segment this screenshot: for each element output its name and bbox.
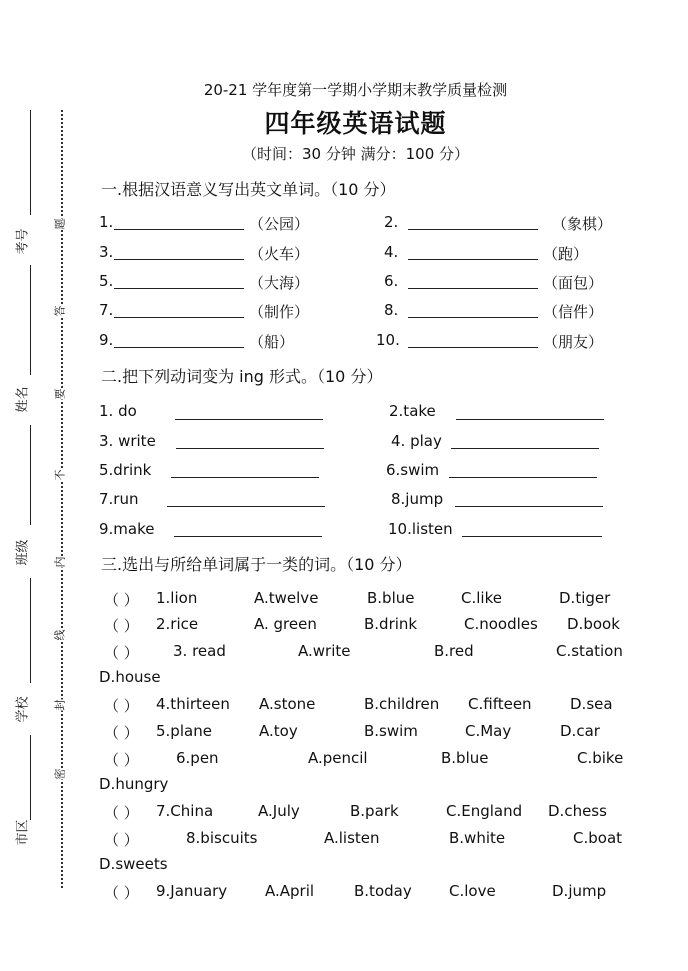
s3-option: A.July (258, 802, 300, 820)
s3-option: D.sea (570, 695, 613, 713)
s1-hint: （信件） (543, 303, 604, 321)
margin-field-school: 学校 (15, 696, 31, 723)
s3-option: C.noodles (464, 615, 538, 633)
s1-answer-line[interactable] (114, 347, 244, 348)
s2-verb: 3. write (99, 432, 156, 450)
s3-option: C.boat (573, 829, 623, 847)
s2-answer-line[interactable] (462, 536, 602, 537)
seal-char: 内 (53, 556, 67, 568)
margin-field-name: 姓名 (15, 386, 31, 413)
exam-subtitle: 20-21 学年度第一学期小学期末教学质量检测 (203, 81, 508, 99)
s3-option: B.white (449, 829, 506, 847)
s3-option: C.fifteen (468, 695, 532, 713)
s3-question: 9.January (156, 882, 228, 900)
s2-answer-line[interactable] (451, 448, 599, 449)
exam-meta: （时间：30 分钟 满分：100 分） (241, 145, 470, 163)
s3-option: B.swim (364, 722, 418, 740)
s2-verb: 10.listen (388, 520, 453, 538)
s3-question: 2.rice (156, 615, 199, 633)
s1-num: 3. (99, 243, 114, 261)
s1-answer-line[interactable] (408, 288, 538, 289)
s1-answer-line[interactable] (408, 317, 538, 318)
seal-char: 题 (53, 218, 67, 230)
exam-title: 四年级英语试题 (264, 109, 447, 138)
s1-num: 4. (384, 243, 399, 261)
seal-char: 要 (53, 388, 67, 400)
s3-option: B.blue (367, 589, 415, 607)
s3-option: D.jump (552, 882, 607, 900)
s3-question: 8.biscuits (186, 829, 258, 847)
s3-option: B.blue (441, 749, 489, 767)
margin-field-exam-no: 考号 (15, 228, 31, 255)
seal-char: 不 (53, 469, 67, 481)
s3-option: B.drink (364, 615, 418, 633)
answer-paren[interactable]: （ ） (104, 751, 139, 769)
s3-option: C.like (461, 589, 502, 607)
answer-paren[interactable]: （ ） (104, 884, 139, 902)
s1-num: 9. (99, 331, 114, 349)
s1-num: 7. (99, 301, 114, 319)
s3-option: C.station (556, 642, 623, 660)
s3-option: A.April (265, 882, 315, 900)
s3-question: 5.plane (156, 722, 212, 740)
s2-verb: 6.swim (386, 461, 440, 479)
s3-option: D.hungry (99, 775, 169, 793)
seal-char: 密 (53, 768, 67, 780)
s3-option: A.pencil (308, 749, 368, 767)
answer-paren[interactable]: （ ） (104, 831, 139, 849)
s1-answer-line[interactable] (408, 347, 538, 348)
answer-paren[interactable]: （ ） (104, 724, 139, 742)
s1-answer-line[interactable] (408, 259, 538, 260)
s3-option: B.park (350, 802, 399, 820)
s2-answer-line[interactable] (449, 477, 597, 478)
s3-option: D.book (567, 615, 620, 633)
s2-verb: 1. do (99, 402, 137, 420)
s1-answer-line[interactable] (114, 229, 244, 230)
s1-num: 1. (99, 213, 114, 231)
s1-hint: （象棋） (552, 215, 613, 233)
s1-answer-line[interactable] (114, 288, 244, 289)
s1-answer-line[interactable] (408, 229, 538, 230)
s3-option: A.toy (259, 722, 298, 740)
s3-option: B.red (434, 642, 474, 660)
s2-answer-line[interactable] (455, 506, 603, 507)
s2-answer-line[interactable] (174, 536, 322, 537)
seal-char: 封 (53, 699, 67, 711)
s1-hint: （大海） (249, 274, 310, 292)
s1-num: 2. (384, 213, 399, 231)
s3-option: C.England (446, 802, 523, 820)
s3-option: D.house (99, 668, 161, 686)
s2-verb: 7.run (99, 490, 139, 508)
s2-answer-line[interactable] (167, 506, 325, 507)
section3-heading: 三.选出与所给单词属于一类的词。（10 分） (101, 555, 412, 574)
s2-verb: 9.make (99, 520, 155, 538)
s3-option: B.children (364, 695, 440, 713)
s2-verb: 8.jump (391, 490, 444, 508)
s3-question: 6.pen (176, 749, 219, 767)
s3-option: D.car (560, 722, 600, 740)
s3-option: D.tiger (559, 589, 611, 607)
margin-line (30, 578, 31, 683)
answer-paren[interactable]: （ ） (104, 644, 139, 662)
section1-heading: 一.根据汉语意义写出英文单词。（10 分） (101, 180, 396, 199)
s1-hint: （船） (249, 333, 295, 351)
answer-paren[interactable]: （ ） (104, 617, 139, 635)
s1-num: 5. (99, 272, 114, 290)
s1-hint: （制作） (249, 303, 310, 321)
s3-option: B.today (354, 882, 412, 900)
s1-hint: （朋友） (543, 333, 604, 351)
s1-hint: （公园） (249, 215, 310, 233)
s3-option: C.May (465, 722, 512, 740)
s3-question: 7.China (156, 802, 214, 820)
s1-hint: （面包） (543, 274, 604, 292)
s1-num: 10. (376, 331, 400, 349)
s3-option: D.chess (548, 802, 607, 820)
s3-question: 3. read (173, 642, 226, 660)
margin-line (30, 735, 31, 820)
answer-paren[interactable]: （ ） (104, 697, 139, 715)
s3-option: A.stone (259, 695, 316, 713)
s3-option: D.sweets (99, 855, 168, 873)
s3-option: A.listen (324, 829, 380, 847)
s3-option: C.love (449, 882, 496, 900)
seal-char: 线 (53, 629, 67, 641)
s3-option: A. green (254, 615, 317, 633)
s1-hint: （跑） (543, 245, 589, 263)
s1-answer-line[interactable] (114, 259, 244, 260)
section2-heading: 二.把下列动词变为 ing 形式。（10 分） (101, 367, 383, 386)
s1-num: 8. (384, 301, 399, 319)
s3-option: A.twelve (254, 589, 319, 607)
margin-field-district: 市区 (15, 819, 31, 846)
s1-hint: （火车） (249, 245, 310, 263)
s2-answer-line[interactable] (176, 448, 324, 449)
answer-paren[interactable]: （ ） (104, 591, 139, 609)
s2-verb: 2.take (389, 402, 436, 420)
margin-line (30, 425, 31, 525)
s2-answer-line[interactable] (175, 419, 323, 420)
s2-verb: 5.drink (99, 461, 152, 479)
s3-option: A.write (298, 642, 351, 660)
margin-line (30, 265, 31, 375)
s1-answer-line[interactable] (114, 317, 244, 318)
answer-paren[interactable]: （ ） (104, 804, 139, 822)
s3-option: C.bike (577, 749, 624, 767)
seal-char: 答 (53, 305, 67, 317)
s1-num: 6. (384, 272, 399, 290)
margin-field-class: 班级 (15, 539, 31, 566)
s2-answer-line[interactable] (171, 477, 319, 478)
s3-question: 1.lion (156, 589, 198, 607)
s3-question: 4.thirteen (156, 695, 230, 713)
s2-verb: 4. play (391, 432, 442, 450)
s2-answer-line[interactable] (456, 419, 604, 420)
